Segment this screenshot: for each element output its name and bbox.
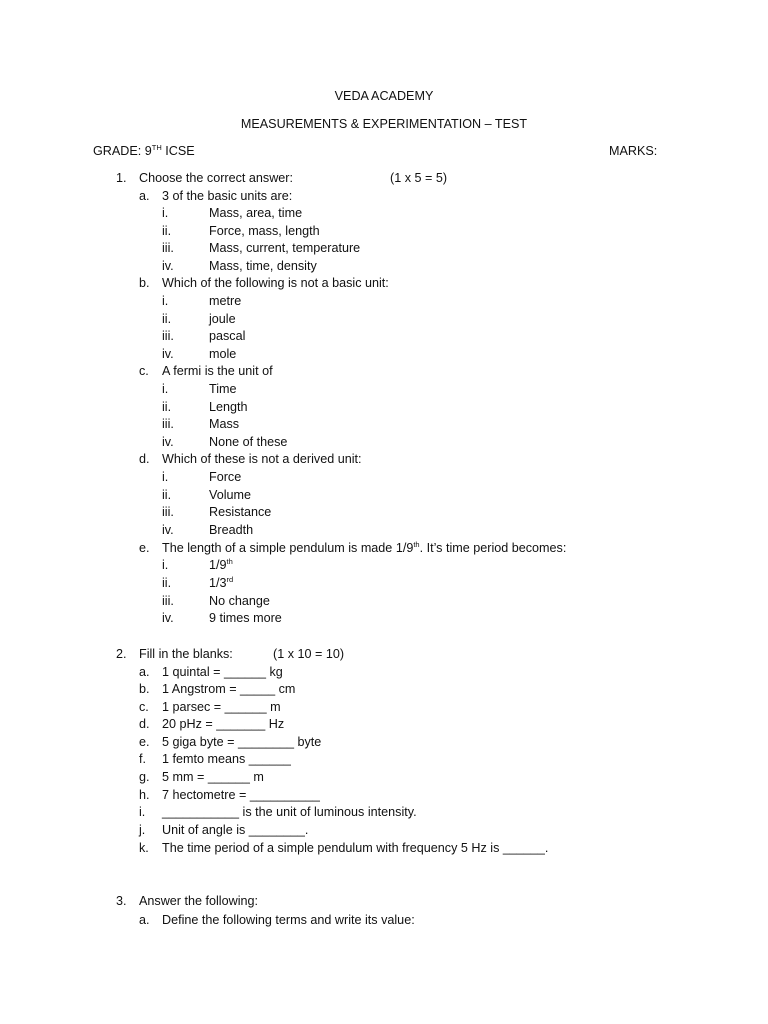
option-superscript: rd — [226, 575, 234, 584]
blank-item-letter: h. — [139, 788, 150, 802]
option-text — [209, 575, 233, 591]
option-number: iii. — [162, 505, 174, 519]
blank-item-text: 1 quintal = ______ kg — [162, 665, 283, 679]
option-text: Breadth — [209, 523, 254, 537]
q1-text: Choose the correct answer: — [139, 171, 293, 185]
option-number: iii. — [162, 329, 174, 343]
option-text: Mass — [209, 417, 240, 431]
q2-marks: (1 x 10 = 10) — [273, 647, 345, 661]
blank-item-letter: i. — [139, 805, 146, 819]
option-text: mole — [209, 347, 237, 361]
blank-item-letter: j. — [139, 823, 146, 837]
option-text-main: 1/3 — [209, 576, 227, 590]
option-number: i. — [162, 470, 169, 484]
q1-number: 1. — [116, 171, 127, 185]
q2-number: 2. — [116, 647, 127, 661]
option-text: joule — [209, 312, 236, 326]
q3a-letter: a. — [139, 913, 150, 927]
option-text: Mass, current, temperature — [209, 241, 361, 255]
marks-label: MARKS: — [609, 144, 658, 158]
option-text: metre — [209, 294, 242, 308]
option-number: iii. — [162, 241, 174, 255]
blank-item-letter: f. — [139, 752, 146, 766]
option-superscript: th — [226, 557, 233, 566]
q1a-text: 3 of the basic units are: — [162, 189, 293, 203]
grade-superscript: TH — [151, 143, 162, 152]
option-number: iii. — [162, 417, 174, 431]
blank-item-text: 1 femto means ______ — [162, 752, 291, 766]
q1-marks: (1 x 5 = 5) — [390, 171, 448, 185]
option-number: iv. — [162, 523, 174, 537]
q1c-text: A fermi is the unit of — [162, 364, 273, 378]
option-number: i. — [162, 558, 169, 572]
q1e-text-superscript: th — [413, 540, 420, 549]
q1b-text: Which of the following is not a basic unit: — [162, 276, 389, 290]
option-text: No change — [209, 594, 270, 608]
q1e-text-pre: The length of a simple pendulum is made 1/9 — [162, 541, 414, 555]
q1c-letter: c. — [139, 364, 149, 378]
q1e-letter: e. — [139, 541, 150, 555]
option-text: Force — [209, 470, 242, 484]
blank-item-text: Unit of angle is ________. — [162, 823, 309, 837]
blank-item-letter: g. — [139, 770, 150, 784]
q3-number: 3. — [116, 894, 127, 908]
blank-item-text: 20 pHz = _______ Hz — [162, 717, 285, 731]
blank-item-letter: b. — [139, 682, 150, 696]
blank-item-letter: e. — [139, 735, 150, 749]
q1e-text-post: . It’s time period becomes: — [419, 541, 567, 555]
blank-item-letter: a. — [139, 665, 150, 679]
blank-item-text: 1 parsec = ______ m — [162, 700, 281, 714]
blank-item-letter: k. — [139, 841, 149, 855]
option-text: Time — [209, 382, 237, 396]
blank-item-text: 7 hectometre = __________ — [162, 788, 320, 802]
option-number: ii. — [162, 576, 172, 590]
option-number: iv. — [162, 347, 174, 361]
option-number: ii. — [162, 312, 172, 326]
blank-item-text: 5 mm = ______ m — [162, 770, 264, 784]
option-number: i. — [162, 294, 169, 308]
option-number: i. — [162, 206, 169, 220]
school-name: VEDA ACADEMY — [334, 89, 434, 103]
option-number: iii. — [162, 594, 174, 608]
option-text: Force, mass, length — [209, 224, 320, 238]
blank-item-letter: d. — [139, 717, 150, 731]
option-number: ii. — [162, 224, 172, 238]
option-text: 9 times more — [209, 611, 282, 625]
q1e-text — [162, 540, 566, 556]
grade-board: ICSE — [161, 144, 195, 158]
option-text: Volume — [209, 488, 252, 502]
q2-text: Fill in the blanks: — [139, 647, 233, 661]
option-number: ii. — [162, 488, 172, 502]
option-number: iv. — [162, 259, 174, 273]
option-number: iv. — [162, 435, 174, 449]
option-text-main: 1/9 — [209, 558, 227, 572]
q3a-text: Define the following terms and write its value: — [162, 913, 415, 927]
option-text: Mass, time, density — [209, 259, 317, 273]
q1d-text: Which of these is not a derived unit: — [162, 452, 362, 466]
option-text: pascal — [209, 329, 246, 343]
q1d-letter: d. — [139, 452, 150, 466]
q1a-letter: a. — [139, 189, 150, 203]
blank-item-text: The time period of a simple pendulum with frequency 5 Hz is ______. — [162, 841, 549, 855]
blank-item-text: 1 Angstrom = _____ cm — [162, 682, 296, 696]
option-text — [209, 557, 233, 573]
blank-item-letter: c. — [139, 700, 149, 714]
option-text: Mass, area, time — [209, 206, 303, 220]
grade-line — [93, 143, 195, 159]
q3-text: Answer the following: — [139, 894, 259, 908]
test-title: MEASUREMENTS & EXPERIMENTATION – TEST — [240, 117, 528, 131]
option-number: i. — [162, 382, 169, 396]
option-text: None of these — [209, 435, 288, 449]
option-text: Resistance — [209, 505, 272, 519]
option-number: iv. — [162, 611, 174, 625]
grade-label: GRADE: 9 — [93, 144, 152, 158]
q1b-letter: b. — [139, 276, 150, 290]
blank-item-text: ___________ is the unit of luminous intensity. — [162, 805, 417, 819]
blank-item-text: 5 giga byte = ________ byte — [162, 735, 322, 749]
option-text: Length — [209, 400, 248, 414]
option-number: ii. — [162, 400, 172, 414]
